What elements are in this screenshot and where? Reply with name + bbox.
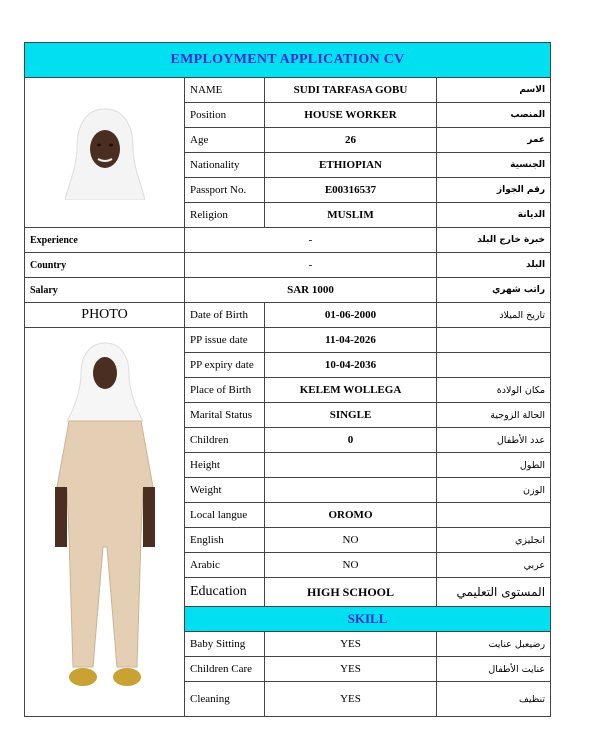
pp-issue-label-ar bbox=[437, 328, 551, 353]
position-label-ar: المنصب bbox=[437, 103, 551, 128]
salary-value: SAR 1000 bbox=[185, 278, 437, 303]
country-label-ar: البلد bbox=[437, 253, 551, 278]
pp-expiry-label: PP expiry date bbox=[185, 353, 265, 378]
education-value: HIGH SCHOOL bbox=[265, 578, 437, 607]
position-label: Position bbox=[185, 103, 265, 128]
portrait-illustration bbox=[65, 105, 145, 200]
skill-children-care-label: Children Care bbox=[185, 657, 265, 682]
arabic-value: NO bbox=[265, 553, 437, 578]
marital-label: Marital Status bbox=[185, 403, 265, 428]
height-label: Height bbox=[185, 453, 265, 478]
pp-issue-label: PP issue date bbox=[185, 328, 265, 353]
marital-label-ar: الحالة الزوجية bbox=[437, 403, 551, 428]
age-label: Age bbox=[185, 128, 265, 153]
skill-cleaning-label-ar: تنظيف bbox=[437, 682, 551, 717]
skill-children-care-value: YES bbox=[265, 657, 437, 682]
passport-label: Passport No. bbox=[185, 178, 265, 203]
pp-expiry-label-ar bbox=[437, 353, 551, 378]
skill-baby-sitting-label: Baby Sitting bbox=[185, 632, 265, 657]
age-value: 26 bbox=[265, 128, 437, 153]
english-value: NO bbox=[265, 528, 437, 553]
experience-label-ar: خبرة خارج البلد bbox=[437, 228, 551, 253]
country-value: - bbox=[185, 253, 437, 278]
education-label-ar: المستوى التعليمي bbox=[437, 578, 551, 607]
english-label-ar: انجليزي bbox=[437, 528, 551, 553]
english-label: English bbox=[185, 528, 265, 553]
position-value: HOUSE WORKER bbox=[265, 103, 437, 128]
skill-cleaning-value: YES bbox=[265, 682, 437, 717]
pp-expiry-value: 10-04-2036 bbox=[265, 353, 437, 378]
nationality-value: ETHIOPIAN bbox=[265, 153, 437, 178]
dob-label: Date of Birth bbox=[185, 303, 265, 328]
skill-baby-sitting-label-ar: رضيعبل عنايت bbox=[437, 632, 551, 657]
skill-header: SKILL bbox=[185, 607, 551, 632]
children-value: 0 bbox=[265, 428, 437, 453]
pob-label: Place of Birth bbox=[185, 378, 265, 403]
children-label: Children bbox=[185, 428, 265, 453]
skill-baby-sitting-value: YES bbox=[265, 632, 437, 657]
full-body-illustration bbox=[45, 337, 165, 707]
salary-label: Salary bbox=[25, 278, 185, 303]
name-value: SUDI TARFASA GOBU bbox=[265, 78, 437, 103]
experience-label: Experience bbox=[25, 228, 185, 253]
photo-label: PHOTO bbox=[25, 303, 185, 328]
nationality-label: Nationality bbox=[185, 153, 265, 178]
education-label: Education bbox=[185, 578, 265, 607]
children-label-ar: عدد الأطفال bbox=[437, 428, 551, 453]
passport-value: E00316537 bbox=[265, 178, 437, 203]
name-label: NAME bbox=[185, 78, 265, 103]
full-body-photo bbox=[25, 328, 185, 717]
cv-sheet bbox=[24, 42, 550, 717]
country-label: Country bbox=[25, 253, 185, 278]
pob-label-ar: مكان الولادة bbox=[437, 378, 551, 403]
salary-label-ar: راتب شهري bbox=[437, 278, 551, 303]
pob-value: KELEM WOLLEGA bbox=[265, 378, 437, 403]
weight-label: Weight bbox=[185, 478, 265, 503]
local-language-label-ar bbox=[437, 503, 551, 528]
religion-label: Religion bbox=[185, 203, 265, 228]
arabic-label-ar: عربي bbox=[437, 553, 551, 578]
cv-title: EMPLOYMENT APPLICATION CV bbox=[25, 43, 551, 78]
name-label-ar: الاسم bbox=[437, 78, 551, 103]
skill-cleaning-label: Cleaning bbox=[185, 682, 265, 717]
dob-label-ar: تاريخ الميلاد bbox=[437, 303, 551, 328]
passport-label-ar: رقم الجواز bbox=[437, 178, 551, 203]
portrait-photo bbox=[25, 78, 185, 228]
arabic-label: Arabic bbox=[185, 553, 265, 578]
skill-children-care-label-ar: عنايت الأطفال bbox=[437, 657, 551, 682]
weight-value bbox=[265, 478, 437, 503]
pp-issue-value: 11-04-2026 bbox=[265, 328, 437, 353]
cv-table bbox=[24, 42, 551, 717]
height-value bbox=[265, 453, 437, 478]
local-language-label: Local langue bbox=[185, 503, 265, 528]
religion-value: MUSLIM bbox=[265, 203, 437, 228]
experience-value: - bbox=[185, 228, 437, 253]
height-label-ar: الطول bbox=[437, 453, 551, 478]
nationality-label-ar: الجنسية bbox=[437, 153, 551, 178]
marital-value: SINGLE bbox=[265, 403, 437, 428]
weight-label-ar: الوزن bbox=[437, 478, 551, 503]
local-language-value: OROMO bbox=[265, 503, 437, 528]
religion-label-ar: الديانة bbox=[437, 203, 551, 228]
dob-value: 01-06-2000 bbox=[265, 303, 437, 328]
age-label-ar: عمر bbox=[437, 128, 551, 153]
